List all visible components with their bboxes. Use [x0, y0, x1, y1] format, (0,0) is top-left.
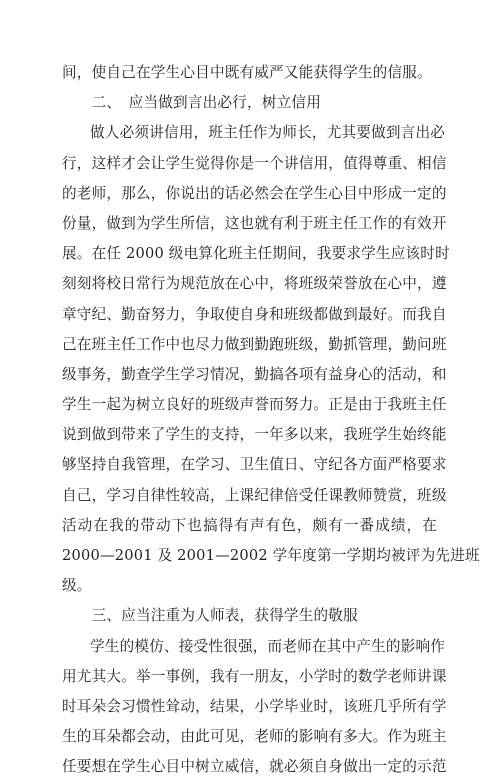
text-line: 级。 [62, 577, 92, 595]
document-page [62, 58, 480, 783]
text-line: 的老师，那么，你说出的话必然会在学生心目中形成一定的 [62, 184, 447, 202]
section-heading: 三、应当注重为人师表，获得学生的敬服 [62, 607, 358, 625]
section-heading: 二、 应当做到言出必行，树立信用 [62, 94, 321, 112]
text-line: 自己，学习自律性较高，上课纪律倍受任课教师赞赏，班级 [62, 486, 447, 504]
text-line: 章守纪、勤奋努力，争取使自身和班级都做到最好。而我自 [62, 305, 447, 323]
text-line: 学生的模仿、接受性很强，而老师在其中产生的影响作 [90, 637, 446, 655]
text-line: 做人必须讲信用，班主任作为师长，尤其要做到言出必 [90, 124, 446, 142]
text-line: 份量，做到为学生所信，这也就有利于班主任工作的有效开 [62, 214, 447, 232]
text-line: 己在班主任工作中也尽力做到勤跑班级，勤抓管理，勤问班 [62, 335, 447, 353]
text-line: 时耳朵会习惯性耸动，结果，小学毕业时，该班几乎所有学 [62, 697, 447, 715]
text-line: 任要想在学生心目中树立威信，就必须自身做出一定的示范 [62, 758, 447, 776]
text-line: 用尤其大。举一事例，我有一朋友，小学时的数学老师讲课 [62, 667, 447, 685]
text-line: 活动在我的带动下也搞得有声有色，颇有一番成绩，在 [62, 516, 437, 534]
text-line: 级事务，勤查学生学习情况，勤搞各项有益身心的活动，和 [62, 365, 447, 383]
text-line: 行，这样才会让学生觉得你是一个讲信用，值得尊重、相信 [62, 154, 447, 172]
text-line: 间，使自己在学生心目中既有威严又能获得学生的信服。 [62, 64, 432, 81]
text-line: 展。在任 2000 级电算化班主任期间，我要求学生应该时时 [62, 245, 450, 263]
text-line: 刻刻将校日常行为规范放在心中，将班级荣誉放在心中，遵 [62, 275, 447, 293]
text-line: 2000—2001 及 2001—2002 学年度第一学期均被评为先进班 [62, 547, 480, 564]
text-line: 学生一起为树立良好的班级声誉而努力。正是由于我班主任 [62, 396, 447, 414]
text-line: 够坚持自我管理，在学习、卫生值日、守纪各方面严格要求 [62, 456, 447, 474]
text-line: 生的耳朵都会动，由此可见，老师的影响有多大。作为班主 [62, 728, 447, 746]
text-line: 说到做到带来了学生的支持，一年多以来，我班学生始终能 [62, 426, 447, 444]
